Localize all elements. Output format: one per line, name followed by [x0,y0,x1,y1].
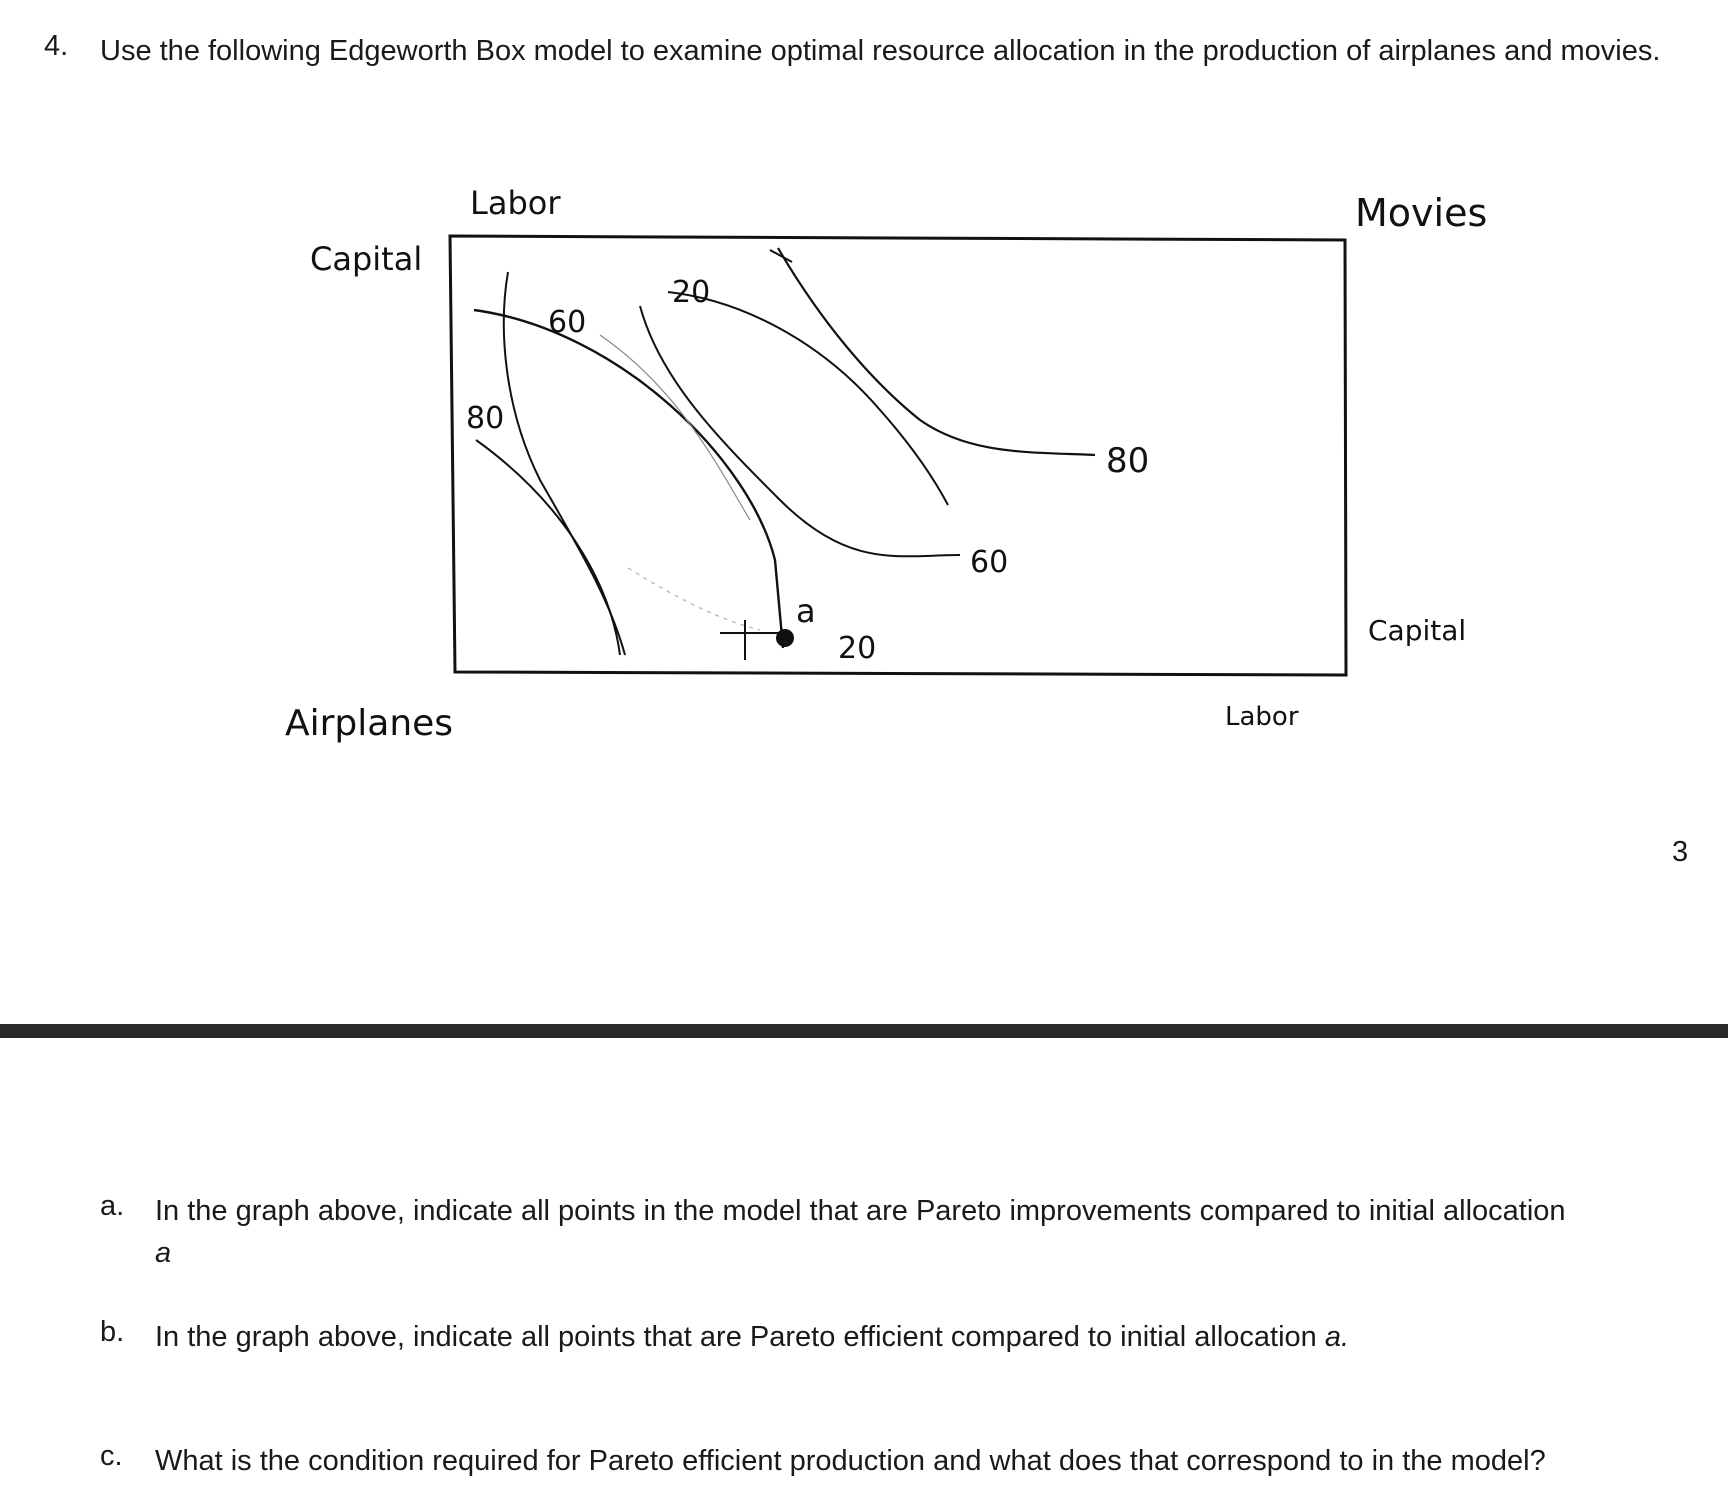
label-airplanes-20: 20 [838,631,877,666]
question-text: Use the following Edgeworth Box model to examine optimal resource allocation in the production of airplanes and movies. [100,35,1661,67]
isoquant-airplanes-20 [476,440,620,655]
label-labor-top: Labor [470,184,561,222]
isoquant-airplanes-inner [640,306,960,556]
label-movies: Movies [1355,191,1488,235]
part-a-body: In the graph above, indicate all points in the model that are Pareto improvements compared to initial allocation [155,1195,1566,1227]
label-airplanes-80: 80 [466,401,505,436]
part-b-italic: a. [1324,1321,1350,1353]
isoquant-movies-80 [778,248,1095,455]
label-capital-right: Capital [1368,614,1467,647]
contract-dashes [628,568,760,630]
part-a-letter: a. [100,1190,125,1222]
label-labor-bottom: Labor [1225,702,1299,732]
isoquant-movies-20 [668,292,948,505]
point-a-marker [776,629,794,647]
part-a-italic: a [155,1237,172,1269]
page-number: 3 [1672,836,1689,868]
part-b-text [155,1316,1695,1358]
isoquant-airplanes-60 [474,310,783,648]
part-c-letter: c. [100,1440,123,1472]
label-movies-80: 80 [1106,441,1150,481]
part-c-text: What is the condition required for Pareto efficient production and what does that correspond to in the model? [155,1445,1546,1477]
label-movies-60: 60 [970,545,1009,580]
label-airplanes: Airplanes [285,703,454,744]
part-b-letter: b. [100,1316,125,1348]
page-divider [0,1024,1728,1038]
part-a-text [155,1190,1695,1274]
part-b-body: In the graph above, indicate all points that are Pareto efficient compared to initial allocation [155,1321,1317,1353]
label-point-a: a [796,592,816,630]
edgeworth-box [450,236,1346,675]
label-movies-20: 20 [672,275,711,310]
question-number: 4. [44,30,69,62]
isoquant-movies-60 [600,335,750,520]
point-a-tick [720,620,780,660]
label-airplanes-60: 60 [548,305,587,340]
label-capital-left: Capital [310,240,423,278]
